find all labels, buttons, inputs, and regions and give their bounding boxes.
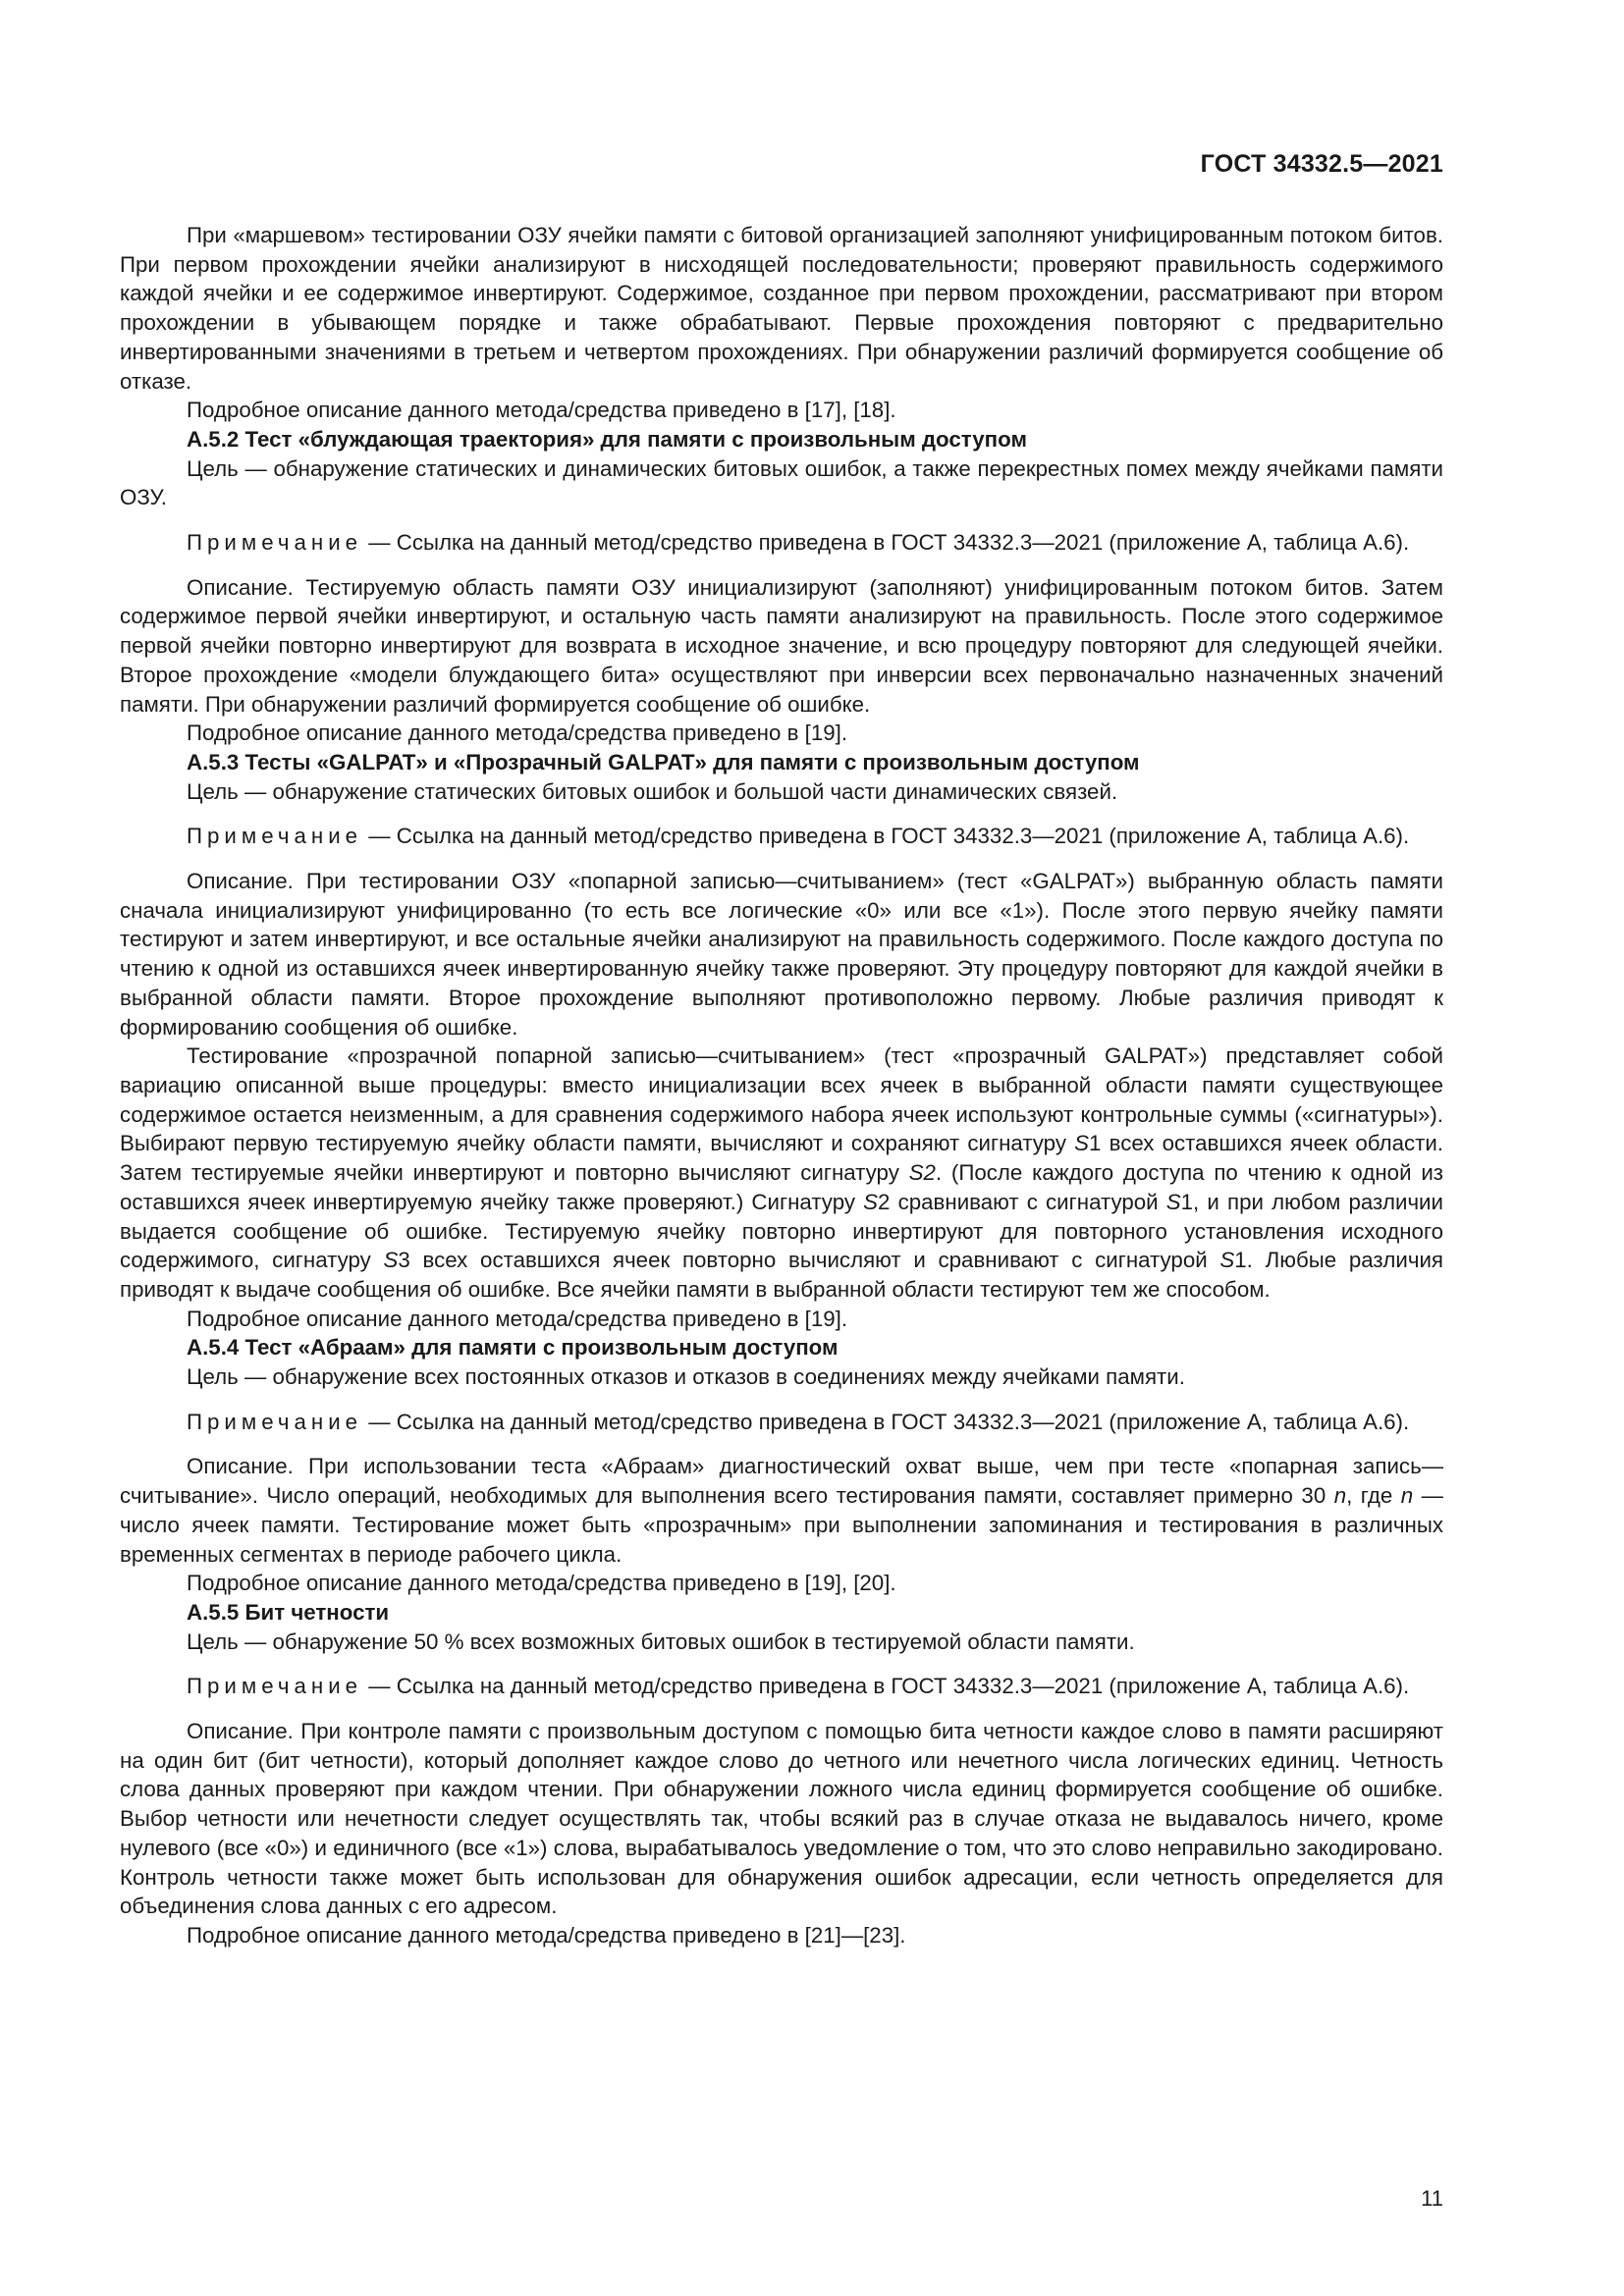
section-heading-a54: А.5.4 Тест «Абраам» для памяти с произвольным доступом [187,1335,839,1361]
description-paragraph: Описание. При использовании теста «Абраам» диагностический охват выше, чем при тесте «попарная запись—считывание». Число операций, необходимых для выполнения всего тестирования памяти, составляет примерно 30 n, где n — число ячеек памяти. Тестирование может быть «прозрачным» при выполнении запоминания и тестирования в различных временных сегментах в периоде рабочего цикла. [120,1454,1443,1567]
description-paragraph: Описание. При контроле памяти с произвольным доступом с помощью бита четности каждое слово в памяти расширяют на один бит (бит четности), который дополняет каждое слово до четного или нечетного числа логических единиц. Четность слова данных проверяют при каждом чтении. При обнаружении ложного числа единиц формируется сообщение об ошибке. Выбор четности или нечетности следует осуществлять так, чтобы всякий раз в случае отказа не выдавалось ничего, кроме нулевого (все «0») и единичного (все «1») слова, вырабатывалось уведомление о том, что это слово неправильно закодировано. Контроль четности также может быть использован для обнаружения ошибок адресации, если четность определяется для объединения слова данных с его адресом. [120,1719,1443,1919]
goal-paragraph: Цель — обнаружение всех постоянных отказов и отказов в соединениях между ячейками памяти. [187,1364,1185,1390]
reference-line: Подробное описание данного метода/средства приведено в [19], [20]. [187,1571,896,1596]
note-text: — Ссылка на данный метод/средство приведена в ГОСТ 34332.3—2021 (приложение А, таблица А.6). [362,1409,1410,1434]
reference-line: Подробное описание данного метода/средства приведено в [19]. [187,1306,848,1331]
note-paragraph [120,528,1443,558]
description-paragraph-transparent: Тестирование «прозрачной попарной записью—считыванием» (тест «прозрачный GALPAT») представляет собой вариацию описанной выше процедуры: вместо инициализации всех ячеек в выбранной области памяти существующее содержимое остается неизменным, а для сравнения содержимого набора ячеек используют контрольные суммы («сигнатуры»). Выбирают первую тестируемую ячейку области памяти, вычисляют и сохраняют сигнатуру S1 всех оставшихся ячеек области. Затем тестируемые ячейки инвертируют и повторно вычисляют сигнатуру S2. (После каждого доступа по чтению к одной из оставшихся ячеек инвертируемую ячейку также проверяют.) Сигнатуру S2 сравнивают с сигнатурой S1, и при любом различии выдается сообщение об ошибке. Тестируемую ячейку повторно инвертируют для повторного установления исходного содержимого, сигнатуру S3 всех оставшихся ячеек повторно вычисляют и сравнивают с сигнатурой S1. Любые различия приводят к выдаче сообщения об ошибке. Все ячейки памяти в выбранной области тестируют тем же способом. [120,1043,1444,1302]
paragraph: При «маршевом» тестировании ОЗУ ячейки памяти с битовой организацией заполняют унифицированным потоком битов. При первом прохождении ячейки анализируют в нисходящей последовательности; проверяют правильность содержимого каждой ячейки и ее содержимое инвертируют. Содержимое, созданное при первом прохождении, рассматривают при втором прохождении в убывающем порядке и также обрабатывают. Первые прохождения повторяют с предварительно инвертированными значениями в третьем и четвертом прохождениях. При обнаружении различий формируется сообщение об отказе. [120,223,1443,394]
note-paragraph [120,822,1443,851]
note-text: — Ссылка на данный метод/средство приведена в ГОСТ 34332.3—2021 (приложение А, таблица А.6). [362,530,1410,556]
reference-line: Подробное описание данного метода/средства приведено в [17], [18]. [187,398,896,423]
reference-line: Подробное описание данного метода/средства приведено в [19]. [187,721,848,746]
note-text: — Ссылка на данный метод/средство приведена в ГОСТ 34332.3—2021 (приложение А, таблица А.6). [362,824,1410,849]
note-label: Примечание [187,824,363,849]
note-paragraph [120,1408,1443,1437]
note-text: — Ссылка на данный метод/средство приведена в ГОСТ 34332.3—2021 (приложение А, таблица А.6). [362,1674,1410,1699]
note-paragraph [120,1672,1443,1701]
section-heading-a52: А.5.2 Тест «блуждающая траектория» для памяти с произвольным доступом [187,426,1027,452]
note-label: Примечание [187,530,363,556]
note-label: Примечание [187,1674,363,1699]
document-body [120,221,1443,1950]
note-label: Примечание [187,1409,363,1434]
reference-line: Подробное описание данного метода/средства приведено в [21]—[23]. [187,1922,906,1948]
document-code: ГОСТ 34332.5—2021 [1200,150,1443,178]
goal-paragraph: Цель — обнаружение 50 % всех возможных битовых ошибок в тестируемой области памяти. [187,1629,1135,1654]
description-paragraph: Описание. При тестировании ОЗУ «попарной записью—считыванием» (тест «GALPAT») выбранную область памяти сначала инициализируют унифицированно (то есть все логические «0» или все «1»). После этого первую ячейку памяти тестируют и затем инвертируют, и все остальные ячейки анализируют на правильность содержимого. После каждого доступа по чтению к одной из оставшихся ячеек инвертированную ячейку также проверяют. Эту процедуру повторяют для каждой ячейки в выбранной области памяти. Второе прохождение выполняют противоположно первому. Любые различия приводят к формированию сообщения об ошибке. [120,869,1443,1040]
description-paragraph: Описание. Тестируемую область памяти ОЗУ инициализируют (заполняют) унифицированным потоком битов. Затем содержимое первой ячейки инвертируют, и остальную часть памяти анализируют на правильность. После этого содержимое первой ячейки повторно инвертируют для возврата в исходное значение, и всю процедуру повторяют для следующей ячейки. Второе прохождение «модели блуждающего бита» осуществляют при инверсии всех первоначально назначенных значений памяти. При обнаружении различий формируется сообщение об ошибке. [120,574,1443,717]
goal-paragraph: Цель — обнаружение статических и динамических битовых ошибок, а также перекрестных помех между ячейками памяти ОЗУ. [120,455,1443,510]
goal-paragraph: Цель — обнаружение статических битовых ошибок и большой части динамических связей. [187,778,1118,804]
section-heading-a55: А.5.5 Бит четности [187,1599,390,1625]
page-number: 11 [1421,2186,1443,2211]
section-heading-a53: А.5.3 Тесты «GALPAT» и «Прозрачный GALPAT» для памяти с произвольным доступом [187,749,1140,774]
